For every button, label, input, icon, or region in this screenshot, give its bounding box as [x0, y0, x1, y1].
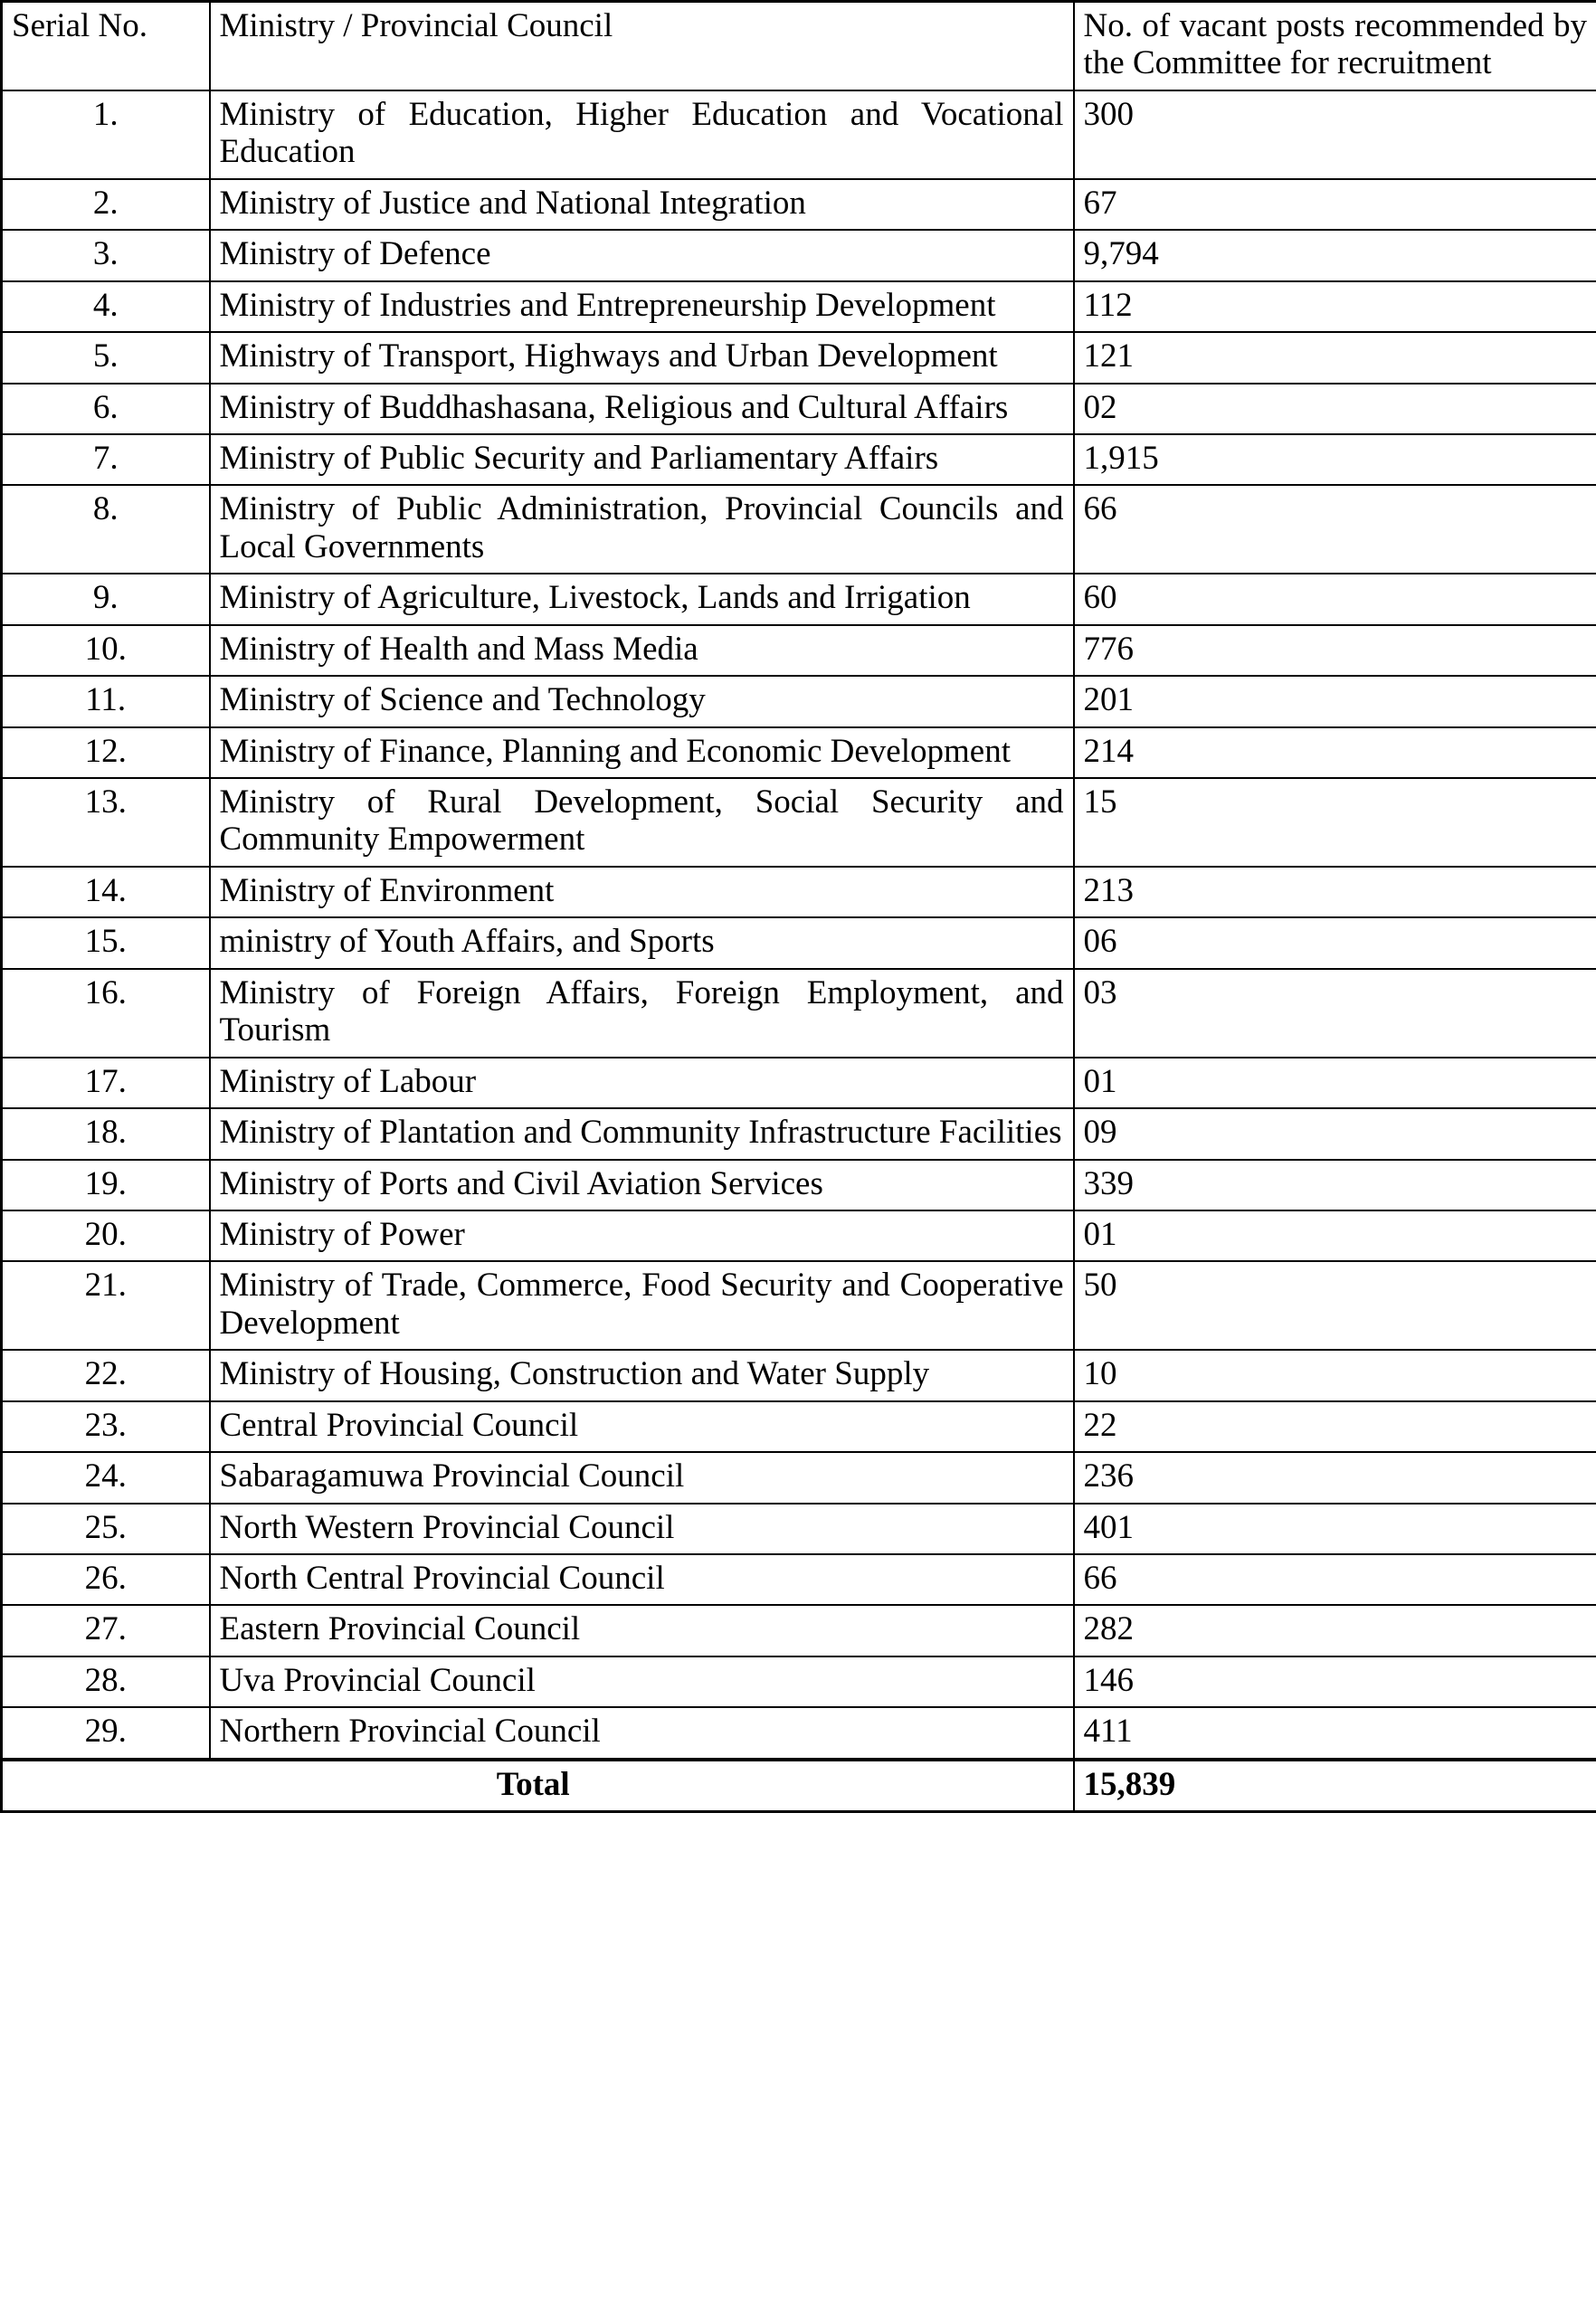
cell-vacant-posts: 01 [1074, 1058, 1596, 1108]
table-row [2, 281, 1596, 332]
cell-serial-no: 12. [2, 727, 210, 778]
cell-serial-no: 28. [2, 1656, 210, 1707]
cell-serial-no: 14. [2, 867, 210, 917]
cell-ministry-name: Ministry of Plantation and Community Infrastructure Facilities [210, 1108, 1074, 1159]
table-row [2, 917, 1596, 968]
cell-ministry-name: Eastern Provincial Council [210, 1605, 1074, 1656]
table-row [2, 778, 1596, 867]
cell-serial-no: 4. [2, 281, 210, 332]
cell-ministry-name: Ministry of Health and Mass Media [210, 625, 1074, 676]
cell-ministry-name: Ministry of Justice and National Integration [210, 179, 1074, 230]
cell-vacant-posts: 1,915 [1074, 434, 1596, 485]
cell-vacant-posts: 67 [1074, 179, 1596, 230]
cell-ministry-name: Ministry of Transport, Highways and Urban Development [210, 332, 1074, 383]
cell-vacant-posts: 776 [1074, 625, 1596, 676]
cell-serial-no: 22. [2, 1350, 210, 1400]
cell-ministry-name: Ministry of Rural Development, Social Security and Community Empowerment [210, 778, 1074, 867]
cell-ministry-name: Ministry of Education, Higher Education and Vocational Education [210, 90, 1074, 179]
table-row [2, 625, 1596, 676]
cell-ministry-name: Ministry of Foreign Affairs, Foreign Employment, and Tourism [210, 969, 1074, 1058]
table-row [2, 1160, 1596, 1210]
cell-serial-no: 24. [2, 1452, 210, 1503]
cell-vacant-posts: 15 [1074, 778, 1596, 867]
table-row [2, 1401, 1596, 1452]
cell-serial-no: 8. [2, 485, 210, 574]
cell-vacant-posts: 401 [1074, 1504, 1596, 1554]
cell-vacant-posts: 236 [1074, 1452, 1596, 1503]
cell-ministry-name: Ministry of Public Security and Parliamentary Affairs [210, 434, 1074, 485]
table-row [2, 179, 1596, 230]
cell-vacant-posts: 213 [1074, 867, 1596, 917]
cell-ministry-name: North Western Provincial Council [210, 1504, 1074, 1554]
total-label: Total [2, 1760, 1074, 1812]
total-value: 15,839 [1074, 1760, 1596, 1812]
cell-ministry-name: Uva Provincial Council [210, 1656, 1074, 1707]
table-row [2, 727, 1596, 778]
cell-serial-no: 10. [2, 625, 210, 676]
cell-ministry-name: Ministry of Labour [210, 1058, 1074, 1108]
table-row [2, 1350, 1596, 1400]
table-header [2, 2, 1596, 90]
table-row [2, 969, 1596, 1058]
cell-serial-no: 23. [2, 1401, 210, 1452]
cell-serial-no: 7. [2, 434, 210, 485]
cell-ministry-name: Ministry of Finance, Planning and Economic Development [210, 727, 1074, 778]
cell-vacant-posts: 146 [1074, 1656, 1596, 1707]
cell-ministry-name: Ministry of Public Administration, Provincial Councils and Local Governments [210, 485, 1074, 574]
column-header-vacant-posts: No. of vacant posts recommended by the Committee for recruitment [1074, 2, 1596, 90]
table-row [2, 434, 1596, 485]
cell-serial-no: 9. [2, 574, 210, 624]
table-row [2, 1452, 1596, 1503]
cell-vacant-posts: 22 [1074, 1401, 1596, 1452]
cell-ministry-name: Ministry of Defence [210, 230, 1074, 280]
table-row [2, 1707, 1596, 1759]
cell-vacant-posts: 66 [1074, 1554, 1596, 1605]
cell-vacant-posts: 02 [1074, 384, 1596, 434]
cell-vacant-posts: 300 [1074, 90, 1596, 179]
cell-serial-no: 18. [2, 1108, 210, 1159]
cell-serial-no: 2. [2, 179, 210, 230]
cell-serial-no: 25. [2, 1504, 210, 1554]
cell-serial-no: 16. [2, 969, 210, 1058]
table-row [2, 1504, 1596, 1554]
table-row [2, 1210, 1596, 1261]
header-row [2, 2, 1596, 90]
cell-vacant-posts: 121 [1074, 332, 1596, 383]
cell-ministry-name: Ministry of Housing, Construction and Water Supply [210, 1350, 1074, 1400]
table-row [2, 384, 1596, 434]
cell-serial-no: 26. [2, 1554, 210, 1605]
cell-serial-no: 29. [2, 1707, 210, 1759]
table-row [2, 1656, 1596, 1707]
table-row [2, 485, 1596, 574]
cell-ministry-name: Ministry of Ports and Civil Aviation Services [210, 1160, 1074, 1210]
column-header-ministry: Ministry / Provincial Council [210, 2, 1074, 90]
cell-vacant-posts: 112 [1074, 281, 1596, 332]
cell-vacant-posts: 01 [1074, 1210, 1596, 1261]
cell-serial-no: 6. [2, 384, 210, 434]
column-header-serial-no: Serial No. [2, 2, 210, 90]
cell-serial-no: 21. [2, 1261, 210, 1350]
cell-vacant-posts: 10 [1074, 1350, 1596, 1400]
cell-ministry-name: ministry of Youth Affairs, and Sports [210, 917, 1074, 968]
cell-ministry-name: Ministry of Environment [210, 867, 1074, 917]
cell-ministry-name: Sabaragamuwa Provincial Council [210, 1452, 1074, 1503]
cell-serial-no: 13. [2, 778, 210, 867]
cell-ministry-name: Ministry of Power [210, 1210, 1074, 1261]
cell-vacant-posts: 214 [1074, 727, 1596, 778]
cell-vacant-posts: 60 [1074, 574, 1596, 624]
cell-ministry-name: Ministry of Agriculture, Livestock, Lands and Irrigation [210, 574, 1074, 624]
table-row [2, 1058, 1596, 1108]
table-row [2, 1605, 1596, 1656]
cell-ministry-name: Ministry of Trade, Commerce, Food Security and Cooperative Development [210, 1261, 1074, 1350]
table-row [2, 332, 1596, 383]
cell-serial-no: 11. [2, 676, 210, 726]
cell-serial-no: 3. [2, 230, 210, 280]
cell-serial-no: 17. [2, 1058, 210, 1108]
table-row [2, 1554, 1596, 1605]
cell-vacant-posts: 03 [1074, 969, 1596, 1058]
total-row [2, 1760, 1596, 1812]
cell-vacant-posts: 9,794 [1074, 230, 1596, 280]
cell-ministry-name: Ministry of Industries and Entrepreneurship Development [210, 281, 1074, 332]
cell-vacant-posts: 06 [1074, 917, 1596, 968]
table-row [2, 867, 1596, 917]
table-row [2, 676, 1596, 726]
cell-vacant-posts: 09 [1074, 1108, 1596, 1159]
cell-vacant-posts: 282 [1074, 1605, 1596, 1656]
table-row [2, 1261, 1596, 1350]
table-footer [2, 1760, 1596, 1812]
cell-vacant-posts: 411 [1074, 1707, 1596, 1759]
cell-serial-no: 27. [2, 1605, 210, 1656]
cell-serial-no: 1. [2, 90, 210, 179]
cell-vacant-posts: 50 [1074, 1261, 1596, 1350]
cell-ministry-name: Northern Provincial Council [210, 1707, 1074, 1759]
table-row [2, 1108, 1596, 1159]
cell-vacant-posts: 66 [1074, 485, 1596, 574]
table-row [2, 574, 1596, 624]
cell-serial-no: 20. [2, 1210, 210, 1261]
cell-ministry-name: Ministry of Science and Technology [210, 676, 1074, 726]
cell-ministry-name: North Central Provincial Council [210, 1554, 1074, 1605]
cell-serial-no: 15. [2, 917, 210, 968]
cell-vacant-posts: 201 [1074, 676, 1596, 726]
cell-serial-no: 19. [2, 1160, 210, 1210]
cell-ministry-name: Central Provincial Council [210, 1401, 1074, 1452]
cell-vacant-posts: 339 [1074, 1160, 1596, 1210]
table-body [2, 90, 1596, 1760]
cell-serial-no: 5. [2, 332, 210, 383]
cell-ministry-name: Ministry of Buddhashasana, Religious and Cultural Affairs [210, 384, 1074, 434]
table-row [2, 90, 1596, 179]
table-row [2, 230, 1596, 280]
